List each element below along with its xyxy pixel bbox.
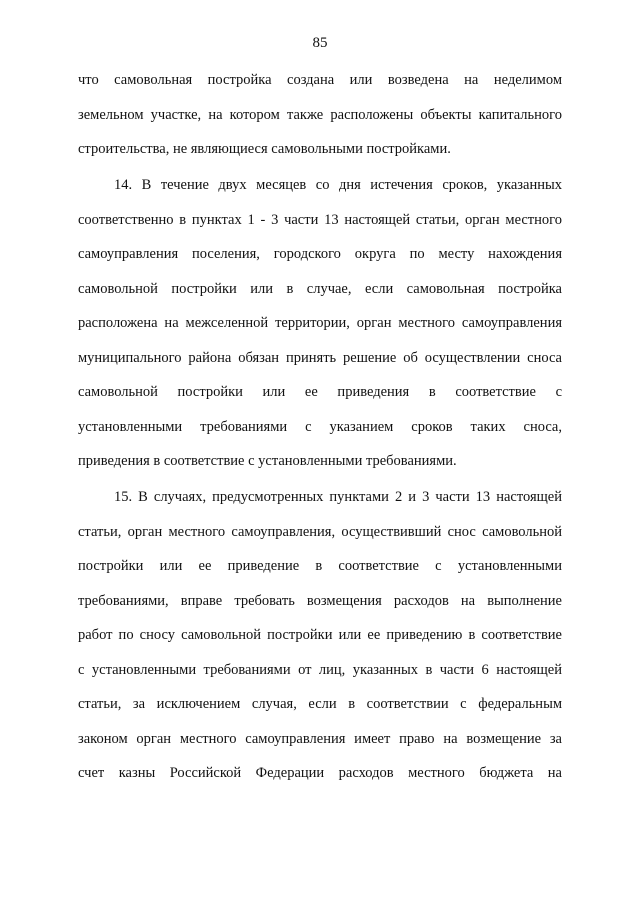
paragraph-15 <box>78 487 562 798</box>
text-line: соответственно в пунктах 1 - 3 части 13 настоящей статьи, орган местного <box>78 211 562 228</box>
paragraph-continuation <box>78 70 562 174</box>
text-line: самовольной постройки или ее приведения в соответствие с <box>78 384 562 400</box>
text-line: расположена на межселенной территории, орган местного самоуправления <box>78 315 562 331</box>
text-line: земельном участке, на котором также расположены объекты капитального <box>78 106 562 123</box>
text-line: статьи, за исключением случая, если в соответствии с федеральным <box>78 696 562 712</box>
text-line: самоуправления поселения, городского округа по месту нахождения <box>78 246 562 262</box>
page-number: 85 <box>312 35 328 51</box>
text-line: муниципального района обязан принять решение об осуществлении сноса <box>78 349 562 366</box>
text-line: требованиями, вправе требовать возмещения расходов на выполнение <box>78 592 562 609</box>
text-line: постройки или ее приведение в соответствие с установленными <box>78 558 562 574</box>
text-line: самовольной постройки или в случае, если самовольная постройка <box>78 280 562 297</box>
text-line: 15. В случаях, предусмотренных пунктами 2 и 3 части 13 настоящей <box>114 489 562 505</box>
text-line: с установленными требованиями от лиц, указанных в части 6 настоящей <box>78 661 562 678</box>
text-line: счет казны Российской Федерации расходов местного бюджета на <box>78 765 562 781</box>
text-line: статьи, орган местного самоуправления, осуществивший снос самовольной <box>78 523 562 540</box>
text-line: строительства, не являющиеся самовольными постройками. <box>78 141 451 157</box>
text-line: законом орган местного самоуправления имеет право на возмещение за <box>78 730 562 747</box>
text-line: установленными требованиями с указанием сроков таких сноса, <box>78 418 562 435</box>
text-line: работ по сносу самовольной постройки или ее приведению в соответствие <box>78 627 562 643</box>
text-line: 14. В течение двух месяцев со дня истечения сроков, указанных <box>114 177 562 193</box>
text-line: что самовольная постройка создана или возведена на неделимом <box>78 72 562 88</box>
paragraph-14 <box>78 175 562 486</box>
text-line: приведения в соответствие с установленными требованиями. <box>78 453 457 469</box>
